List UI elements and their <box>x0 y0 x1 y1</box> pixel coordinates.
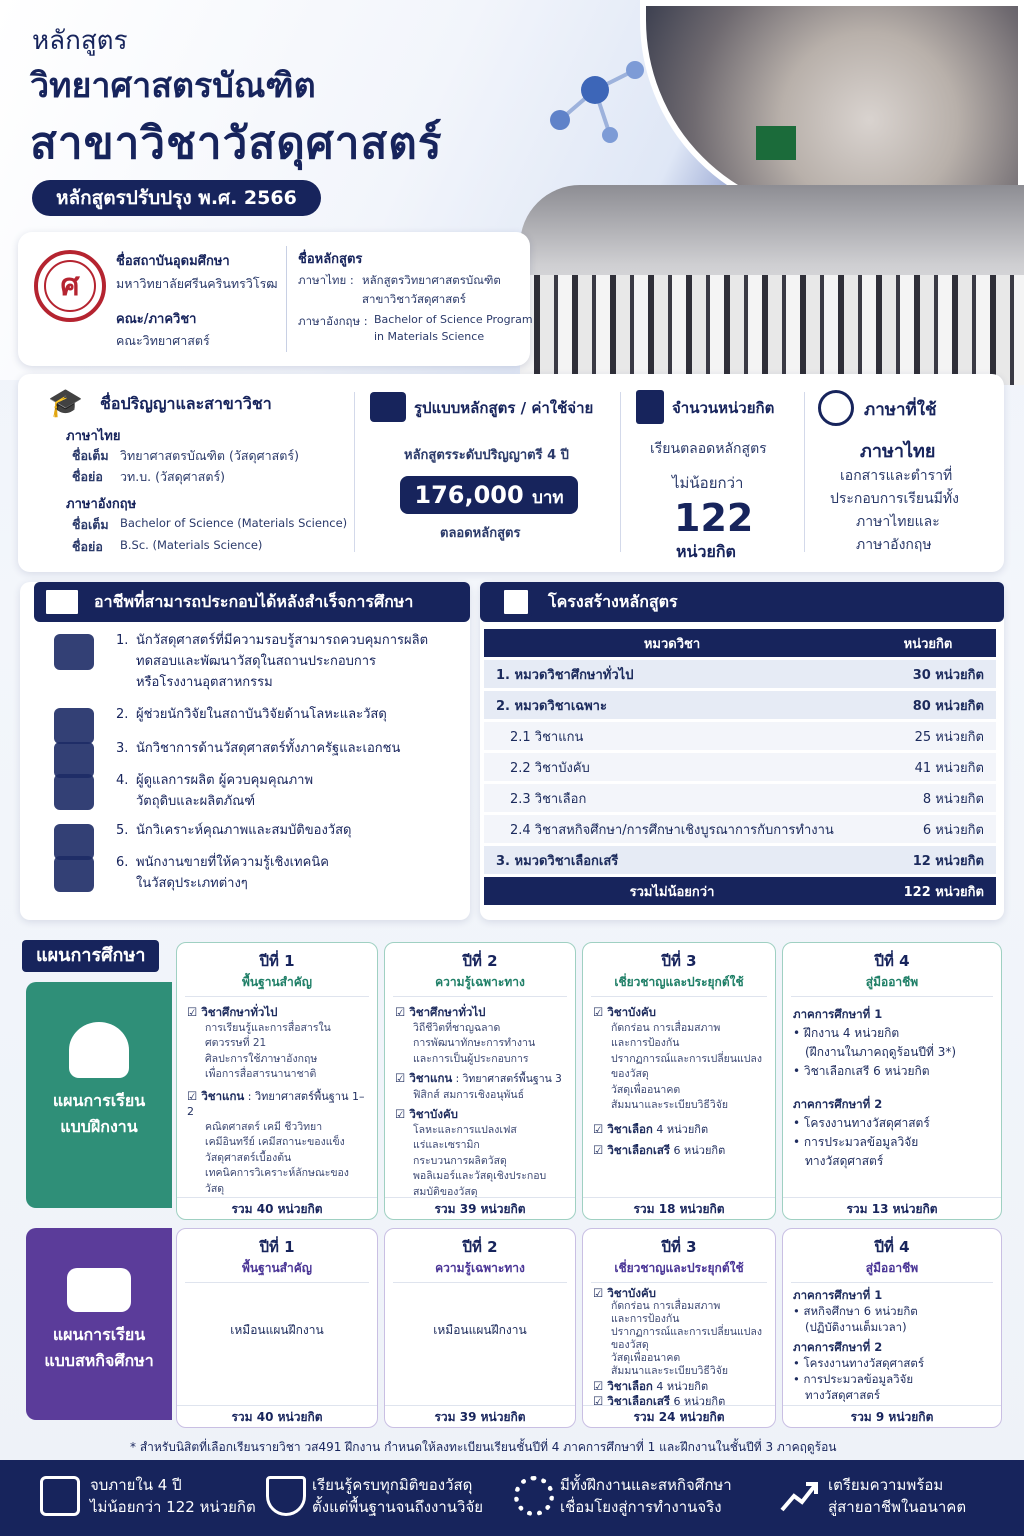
footer-item-2-line-1: เรียนรู้ครบทุกมิติของวัสดุ <box>312 1476 473 1494</box>
coop-plan-2: แบบสหกิจศึกษา <box>44 1351 154 1370</box>
year-subtitle: ความรู้เฉพาะทาง <box>393 1259 567 1283</box>
university-seal-glyph: ศ <box>44 260 96 312</box>
course-item: กระบวนการผลิตวัสดุ <box>413 1154 507 1167</box>
faculty-value: คณะวิทยาศาสตร์ <box>116 333 210 348</box>
course-item: คณิตศาสตร์ เคมี ชีววิทยา <box>205 1120 323 1133</box>
footer-item-3-line-2: เชื่อมโยงสู่การทำงานจริง <box>560 1498 722 1516</box>
footer-item-3-line-1: มีทั้งฝึกงานและสหกิจศึกษา <box>560 1476 732 1494</box>
course-item: ฝึกงาน <box>803 1026 840 1040</box>
hero-line-3: สาขาวิชาวัสดุศาสตร์ <box>30 118 443 169</box>
career-text: พนักงานขายที่ให้ความรู้เชิงเทคนิค <box>136 855 329 870</box>
graduation-cap-icon: 🎓 <box>48 386 83 419</box>
year-total: รวม 24 หน่วยกิต <box>583 1405 775 1427</box>
course-item: วัสดุเพื่ออนาคต <box>611 1352 681 1364</box>
internship-year-4: ปีที่ 4 สู่มืออาชีพ ภาคการศึกษาที่ 1 • ฝึกงาน 4 หน่วยกิต (ฝึกงานในภาคฤดูร้อนปีที่ 3*) • วิชาเลือกเสรี 6 หน่วยกิต ภาคการศึกษาที่ 2 • โครงงานทางวัสดุศาสตร์ • การประมวลข้อมูลวิจัย ทางวัสดุศาสตร์ รวม 13 หน่วยกิต <box>782 942 1002 1220</box>
year-title: ปีที่ 1 <box>259 1238 295 1256</box>
internship-plan-2: แบบฝึกงาน <box>60 1117 138 1136</box>
course-item: การเรียนรู้และการสื่อสารในศตวรรษที่ 21 <box>205 1021 331 1049</box>
institution-value: มหาวิทยาลัยศรีนครินทรวิโรฒ <box>116 276 278 291</box>
credits-unit: หน่วยกิต <box>676 542 736 561</box>
table-row <box>484 691 996 719</box>
course-item: วิชาเลือกเสรี <box>803 1064 870 1078</box>
budget-book-icon <box>370 392 406 422</box>
credits-number: 122 <box>674 496 754 540</box>
year-subtitle: พื้นฐานสำคัญ <box>185 1259 369 1283</box>
col-credits: หน่วยกิต <box>860 629 996 657</box>
course-item: วัสดุศาสตร์เบื้องต้น <box>205 1151 292 1164</box>
course-item: แร่และเซรามิก <box>413 1139 480 1151</box>
language-main: ภาษาไทย <box>860 441 936 462</box>
course-item: เทคนิคการวิเคราะห์ลักษณะของวัสดุ <box>205 1167 349 1195</box>
footer-item-2-line-2: ตั้งแต่พื้นฐานจนถึงงานวิจัย <box>312 1498 484 1516</box>
category-cell: 2.2 วิชาบังคับ <box>484 753 860 781</box>
course-item: สมบัติของวัสดุ <box>413 1185 478 1198</box>
gear-icon <box>514 1476 554 1516</box>
group-heading: วิชาศึกษาทั่วไป <box>201 1005 278 1019</box>
group-heading: วิชาแกน <box>201 1088 245 1103</box>
footer-item-1 <box>90 1474 256 1518</box>
degree-title: ชื่อปริญญาและสาขาวิชา <box>100 394 272 413</box>
language-desc-4: ภาษาอังกฤษ <box>856 537 932 553</box>
coop-year-3: ปีที่ 3 เชี่ยวชาญและประยุกต์ใช้ ☑ วิชาบังคับ กัดกร่อน การเสื่อมสภาพ และการป้องกัน ปรากฏการณ์และการเปลี่ยนแปลง ของวัสดุ วัสดุเพื่ออนาคต สัมมนาและระเบียบวิธีวิจัย ☑ วิชาเลือก 4 หน่วยกิต ☑ วิชาเลือกเสรี 6 หน่วยกิต รวม 24 หน่วยกิต <box>582 1228 776 1428</box>
footer-item-4-line-2: สู่สายอาชีพในอนาคต <box>828 1498 967 1516</box>
year-title: ปีที่ 3 <box>661 952 697 970</box>
credit-cell: 30 หน่วยกิต <box>860 660 996 688</box>
clipboard-icon <box>500 586 532 618</box>
price-unit: บาท <box>532 488 564 508</box>
term-heading: ภาคการศึกษาที่ 1 <box>793 1007 883 1021</box>
language-title: ภาษาที่ใช้ <box>864 400 937 420</box>
year-title: ปีที่ 3 <box>661 1238 697 1256</box>
course-item: และการป้องกัน <box>611 1037 680 1049</box>
credit-cell: 80 หน่วยกิต <box>860 691 996 719</box>
career-icon <box>54 708 94 744</box>
flask-icon <box>266 1476 306 1516</box>
table-row <box>484 784 996 812</box>
degree-en-full: Bachelor of Science (Materials Science) <box>120 516 348 530</box>
structure-table <box>484 626 996 908</box>
course-item: ศิลปะการใช้ภาษาอังกฤษ <box>205 1052 318 1065</box>
year-title: ปีที่ 2 <box>462 952 498 970</box>
course-credits: 6 หน่วยกิต <box>860 1304 918 1318</box>
person-gear-icon <box>69 1022 129 1078</box>
course-item: โลหะและการแปลงเฟส <box>413 1123 517 1136</box>
course-item: โครงงานทางวัสดุศาสตร์ <box>803 1356 925 1370</box>
year-total: รวม 39 หน่วยกิต <box>385 1405 575 1427</box>
term-heading: ภาคการศึกษาที่ 1 <box>793 1288 883 1302</box>
career-number: 6. <box>116 855 129 870</box>
course-item: วัสดุเพื่ออนาคต <box>611 1083 681 1096</box>
group-heading: วิชาศึกษาทั่วไป <box>409 1005 486 1019</box>
year-total: รวม 39 หน่วยกิต <box>385 1197 575 1219</box>
course-note: (ฝึกงานในภาคฤดูร้อนปีที่ 3*) <box>805 1045 957 1059</box>
stats-divider-3 <box>804 392 805 552</box>
year-title: ปีที่ 2 <box>462 1238 498 1256</box>
price-period: ตลอดหลักสูตร <box>440 526 521 541</box>
group-heading-suffix: : วิทยาศาสตร์พื้นฐาน 3 <box>452 1073 562 1085</box>
term-heading: ภาคการศึกษาที่ 2 <box>793 1340 883 1354</box>
category-cell: 2. หมวดวิชาเฉพาะ <box>484 691 860 719</box>
table-row <box>484 815 996 843</box>
format-desc: หลักสูตรระดับปริญญาตรี 4 ปี <box>404 448 569 463</box>
course-item: การประมวลข้อมูลวิจัย <box>803 1372 914 1386</box>
price-box <box>400 476 578 514</box>
program-en-value-1: Bachelor of Science Program <box>374 313 533 326</box>
institution-label: ชื่อสถาบันอุดมศึกษา <box>116 254 230 269</box>
category-cell: 1. หมวดวิชาศึกษาทั่วไป <box>484 660 860 688</box>
total-label: รวมไม่น้อยกว่า <box>484 877 860 905</box>
career-text: ทดสอบและพัฒนาวัสดุในสถานประกอบการ <box>136 654 377 669</box>
course-item: สหกิจศึกษา <box>803 1304 861 1318</box>
career-text: ในวัสดุประเภทต่างๆ <box>136 876 248 891</box>
year-total: รวม 9 หน่วยกิต <box>783 1405 1001 1427</box>
program-th-value-1: หลักสูตรวิทยาศาสตรบัณฑิต <box>362 273 501 287</box>
career-number: 5. <box>116 823 129 838</box>
course-note: (ปฏิบัติงานเต็มเวลา) <box>805 1320 907 1334</box>
year-title: ปีที่ 4 <box>874 952 910 970</box>
table-row <box>484 660 996 688</box>
career-text: นักวิชาการด้านวัสดุศาสตร์ทั้งภาครัฐและเอกชน <box>136 741 401 756</box>
career-text: นักวิเคราะห์คุณภาพและสมบัติของวัสดุ <box>136 823 352 838</box>
group-heading: วิชาเลือกเสรี <box>607 1394 671 1408</box>
career-number: 1. <box>116 633 129 648</box>
course-item: การประมวลข้อมูลวิจัย <box>803 1135 919 1149</box>
footer-item-1-line-1: จบภายใน 4 ปี <box>90 1476 182 1494</box>
coop-year-2 <box>384 1228 576 1428</box>
language-desc-1: เอกสารและตำราที่ <box>840 468 953 484</box>
degree-en-abbr: B.Sc. (Materials Science) <box>120 538 263 552</box>
course-item: กัดกร่อน การเสื่อมสภาพ <box>611 1300 721 1312</box>
group-heading-suffix: 4 หน่วยกิต <box>652 1380 709 1393</box>
hero-line-1: หลักสูตร <box>32 26 128 56</box>
internship-year-1: ปีที่ 1 พื้นฐานสำคัญ ☑ วิชาศึกษาทั่วไป การเรียนรู้และการสื่อสารในศตวรรษที่ 21 ศิลปะการใช้ภาษาอังกฤษ เพื่อการสื่อสารนานาชาติ ☑ วิชาแกน : วิทยาศาสตร์พื้นฐาน 1–2 คณิตศาสตร์ เคมี ชีววิทยา เคมีอินทรีย์ เคมีสถานะของแข็ง วัสดุศาสตร์เบื้องต้น เทคนิคการวิเคราะห์ลักษณะของวัสดุ รวม 40 หน่วยกิต <box>176 942 378 1220</box>
credit-cell: 8 หน่วยกิต <box>860 784 996 812</box>
course-item: และการเป็นผู้ประกอบการ <box>413 1052 529 1065</box>
career-text: ผู้ดูแลการผลิต ผู้ควบคุมคุณภาพ <box>136 773 314 788</box>
plan-footnote: * สำหรับนิสิตที่เลือกเรียนรายวิชา วส491 ฝึกงาน กำหนดให้ลงทะเบียนเรียนชั้นปีที่ 4 ภาคการศึกษาที่ 1 และฝึกงานในชั้นปีที่ 3 ภาคฤดูร้อน <box>130 1440 837 1454</box>
stats-divider-2 <box>620 392 621 552</box>
coop-plan-1: แผนการเรียน <box>52 1325 146 1344</box>
category-cell: 3. หมวดวิชาเลือกเสรี <box>484 846 860 874</box>
program-en-label: ภาษาอังกฤษ : <box>298 314 368 328</box>
course-item: สัมมนาและระเบียบวิธีวิจัย <box>611 1099 729 1111</box>
molecule-icon <box>540 40 650 150</box>
credit-cell: 12 หน่วยกิต <box>860 846 996 874</box>
year-subtitle: สู่มืออาชีพ <box>791 1259 993 1283</box>
course-item: วิถีชีวิตที่ชาญฉลาด <box>413 1021 501 1034</box>
year-total: รวม 40 หน่วยกิต <box>177 1197 377 1219</box>
degree-th-abbr: วท.บ. (วัสดุศาสตร์) <box>120 469 226 484</box>
career-icon <box>54 634 94 670</box>
credits-line-2: ไม่น้อยกว่า <box>672 474 744 492</box>
degree-th-full-label: ชื่อเต็ม <box>72 448 109 463</box>
degree-th-abbr-label: ชื่อย่อ <box>72 469 103 484</box>
term-heading: ภาคการศึกษาที่ 2 <box>793 1097 883 1111</box>
year-total: รวม 40 หน่วยกิต <box>177 1405 377 1427</box>
course-item: และการป้องกัน <box>611 1313 680 1325</box>
certificate-icon <box>756 126 796 160</box>
internship-year-3: ปีที่ 3 เชี่ยวชาญและประยุกต์ใช้ ☑ วิชาบังคับ กัดกร่อน การเสื่อมสภาพ และการป้องกัน ปรากฏการณ์และการเปลี่ยนแปลง ของวัสดุ วัสดุเพื่ออนาคต สัมมนาและระเบียบวิธีวิจัย ☑ วิชาเลือก 4 หน่วยกิต ☑ วิชาเลือกเสรี 6 หน่วยกิต รวม 18 หน่วยกิต <box>582 942 776 1220</box>
footer-item-2 <box>312 1474 483 1518</box>
course-item: พอลิเมอร์และวัสดุเชิงประกอบ <box>413 1170 547 1182</box>
credit-cell: 25 หน่วยกิต <box>860 722 996 750</box>
course-credits: 6 หน่วยกิต <box>869 1064 930 1078</box>
program-en-value-2: in Materials Science <box>374 330 485 343</box>
globe-icon <box>818 390 854 426</box>
language-desc-3: ภาษาไทยและ <box>856 514 940 530</box>
careers-header: อาชีพที่สามารถประกอบได้หลังสำเร็จการศึกษา <box>34 582 470 622</box>
career-icon <box>54 824 94 860</box>
document-lock-icon <box>636 390 664 424</box>
year-total: รวม 18 หน่วยกิต <box>583 1197 775 1219</box>
stats-divider-1 <box>354 392 355 552</box>
course-item: โครงงานทางวัสดุศาสตร์ <box>803 1116 930 1130</box>
course-item: ทางวัสดุศาสตร์ <box>805 1154 884 1168</box>
coop-year-4: ปีที่ 4 สู่มืออาชีพ ภาคการศึกษาที่ 1 • สหกิจศึกษา 6 หน่วยกิต (ปฏิบัติงานเต็มเวลา) ภาคการศึกษาที่ 2 • โครงงานทางวัสดุศาสตร์ • การประมวลข้อมูลวิจัย ทางวัสดุศาสตร์ รวม 9 หน่วยกิต <box>782 1228 1002 1428</box>
faculty-label: คณะ/ภาควิชา <box>116 312 197 327</box>
credits-title: จำนวนหน่วยกิต <box>672 399 775 417</box>
group-heading: วิชาบังคับ <box>607 1005 656 1019</box>
program-th-value-2: สาขาวิชาวัสดุศาสตร์ <box>362 292 466 306</box>
table-row <box>484 722 996 750</box>
course-item: ปรากฏการณ์และการเปลี่ยนแปลง <box>611 1052 762 1065</box>
course-item: ปรากฏการณ์และการเปลี่ยนแปลง <box>611 1326 762 1338</box>
same-as-internship: เหมือนแผนฝึกงาน <box>433 1323 527 1337</box>
coop-year-1 <box>176 1228 378 1428</box>
degree-th-heading: ภาษาไทย <box>66 429 121 444</box>
degree-th-full: วิทยาศาสตรบัณฑิต (วัสดุศาสตร์) <box>120 448 299 463</box>
year-subtitle: สู่มืออาชีพ <box>791 973 993 997</box>
group-heading: วิชาเลือก <box>607 1379 653 1393</box>
career-icon <box>54 742 94 778</box>
career-number: 2. <box>116 707 129 722</box>
structure-header: โครงสร้างหลักสูตร <box>480 582 1004 622</box>
briefcase-icon <box>42 586 82 618</box>
internship-year-2: ปีที่ 2 ความรู้เฉพาะทาง ☑ วิชาศึกษาทั่วไป วิถีชีวิตที่ชาญฉลาด การพัฒนาทักษะการทำงาน และการเป็นผู้ประกอบการ ☑ วิชาแกน : วิทยาศาสตร์พื้นฐาน 3 ฟิสิกส์ สมการเชิงอนุพันธ์ ☑ วิชาบังคับ โลหะและการแปลงเฟส แร่และเซรามิก กระบวนการผลิตวัสดุ พอลิเมอร์และวัสดุเชิงประกอบ สมบัติของวัสดุ รวม 39 หน่วยกิต <box>384 942 576 1220</box>
footer-item-1-line-2: ไม่น้อยกว่า 122 หน่วยกิต <box>90 1498 256 1516</box>
course-item: การพัฒนาทักษะการทำงาน <box>413 1037 536 1049</box>
year-subtitle: เชี่ยวชาญและประยุกต์ใช้ <box>591 1259 767 1283</box>
program-label: ชื่อหลักสูตร <box>298 252 363 267</box>
degree-en-heading: ภาษาอังกฤษ <box>66 497 137 512</box>
category-cell: 2.4 วิชาสหกิจศึกษา/การศึกษาเชิงบูรณาการกับการทำงาน <box>484 815 860 843</box>
plan-tag: แผนการศึกษา <box>22 940 159 972</box>
hero-line-2: วิทยาศาสตรบัณฑิต <box>30 66 316 106</box>
course-item: เคมีอินทรีย์ เคมีสถานะของแข็ง <box>205 1136 345 1148</box>
handshake-icon <box>67 1268 131 1312</box>
program-th-label: ภาษาไทย : <box>298 273 354 287</box>
course-item: ของวัสดุ <box>611 1068 649 1080</box>
course-item: ฟิสิกส์ สมการเชิงอนุพันธ์ <box>413 1088 525 1101</box>
internship-plan-label <box>26 982 172 1208</box>
career-text: ผู้ช่วยนักวิจัยในสถาบันวิจัยด้านโลหะและวัสดุ <box>136 707 387 722</box>
course-item: สัมมนาและระเบียบวิธีวิจัย <box>611 1365 729 1377</box>
internship-plan-1: แผนการเรียน <box>52 1091 146 1110</box>
footer-item-3 <box>560 1474 732 1518</box>
group-heading: วิชาบังคับ <box>607 1286 656 1300</box>
year-subtitle: พื้นฐานสำคัญ <box>185 973 369 997</box>
career-text: นักวัสดุศาสตร์ที่มีความรอบรู้สามารถควบคุมการผลิต <box>136 633 429 648</box>
course-credits: 4 หน่วยกิต <box>839 1026 900 1040</box>
category-cell: 2.1 วิชาแกน <box>484 722 860 750</box>
career-number: 3. <box>116 741 129 756</box>
same-as-internship: เหมือนแผนฝึกงาน <box>230 1323 324 1337</box>
total-row <box>484 877 996 905</box>
price-value: 176,000 <box>414 481 524 509</box>
credit-cell: 41 หน่วยกิต <box>860 753 996 781</box>
year-title: ปีที่ 1 <box>259 952 295 970</box>
career-icon <box>54 856 94 892</box>
group-heading-suffix: 6 หน่วยกิต <box>670 1395 726 1408</box>
year-subtitle: ความรู้เฉพาะทาง <box>393 973 567 997</box>
group-heading: วิชาแกน <box>409 1071 453 1085</box>
format-title: รูปแบบหลักสูตร / ค่าใช้จ่าย <box>414 399 594 417</box>
footer-item-4 <box>828 1474 966 1518</box>
footer-item-4-line-1: เตรียมความพร้อม <box>828 1476 944 1494</box>
course-item: กัดกร่อน การเสื่อมสภาพ <box>611 1021 721 1034</box>
career-icon <box>54 774 94 810</box>
credits-line-1: เรียนตลอดหลักสูตร <box>650 441 767 457</box>
year-subtitle: เชี่ยวชาญและประยุกต์ใช้ <box>591 973 767 997</box>
course-item: ของวัสดุ <box>611 1339 649 1351</box>
col-category: หมวดวิชา <box>484 629 860 657</box>
career-text: วัตถุดิบและผลิตภัณฑ์ <box>136 794 256 809</box>
group-heading: วิชาเลือก <box>607 1121 653 1136</box>
book-icon <box>40 1476 80 1516</box>
year-title: ปีที่ 4 <box>874 1238 910 1256</box>
group-heading: วิชาบังคับ <box>409 1107 458 1121</box>
trend-up-icon <box>780 1478 820 1514</box>
category-cell: 2.3 วิชาเลือก <box>484 784 860 812</box>
course-item: ทางวัสดุศาสตร์ <box>805 1388 881 1402</box>
career-text: หรือโรงงานอุตสาหกรรม <box>136 675 273 690</box>
credit-cell: 6 หน่วยกิต <box>860 815 996 843</box>
info-divider <box>286 246 287 352</box>
course-item: เพื่อการสื่อสารนานาชาติ <box>205 1068 317 1080</box>
revision-pill: หลักสูตรปรับปรุง พ.ศ. 2566 <box>32 180 321 216</box>
group-heading-suffix: 4 หน่วยกิต <box>652 1122 709 1136</box>
group-heading: วิชาเลือกเสรี <box>607 1143 671 1157</box>
language-desc-2: ประกอบการเรียนมีทั้ง <box>830 491 959 507</box>
total-value: 122 หน่วยกิต <box>860 877 996 905</box>
year-total: รวม 13 หน่วยกิต <box>783 1197 1001 1219</box>
table-row <box>484 846 996 874</box>
group-heading-suffix: : วิทยาศาสตร์พื้นฐาน 1–2 <box>187 1089 365 1118</box>
career-number: 4. <box>116 773 129 788</box>
group-heading-suffix: 6 หน่วยกิต <box>670 1144 726 1157</box>
classroom-photo <box>520 185 1024 385</box>
coop-plan-label <box>26 1228 172 1420</box>
degree-en-full-label: ชื่อเต็ม <box>72 517 109 532</box>
degree-en-abbr-label: ชื่อย่อ <box>72 539 103 554</box>
table-row <box>484 753 996 781</box>
